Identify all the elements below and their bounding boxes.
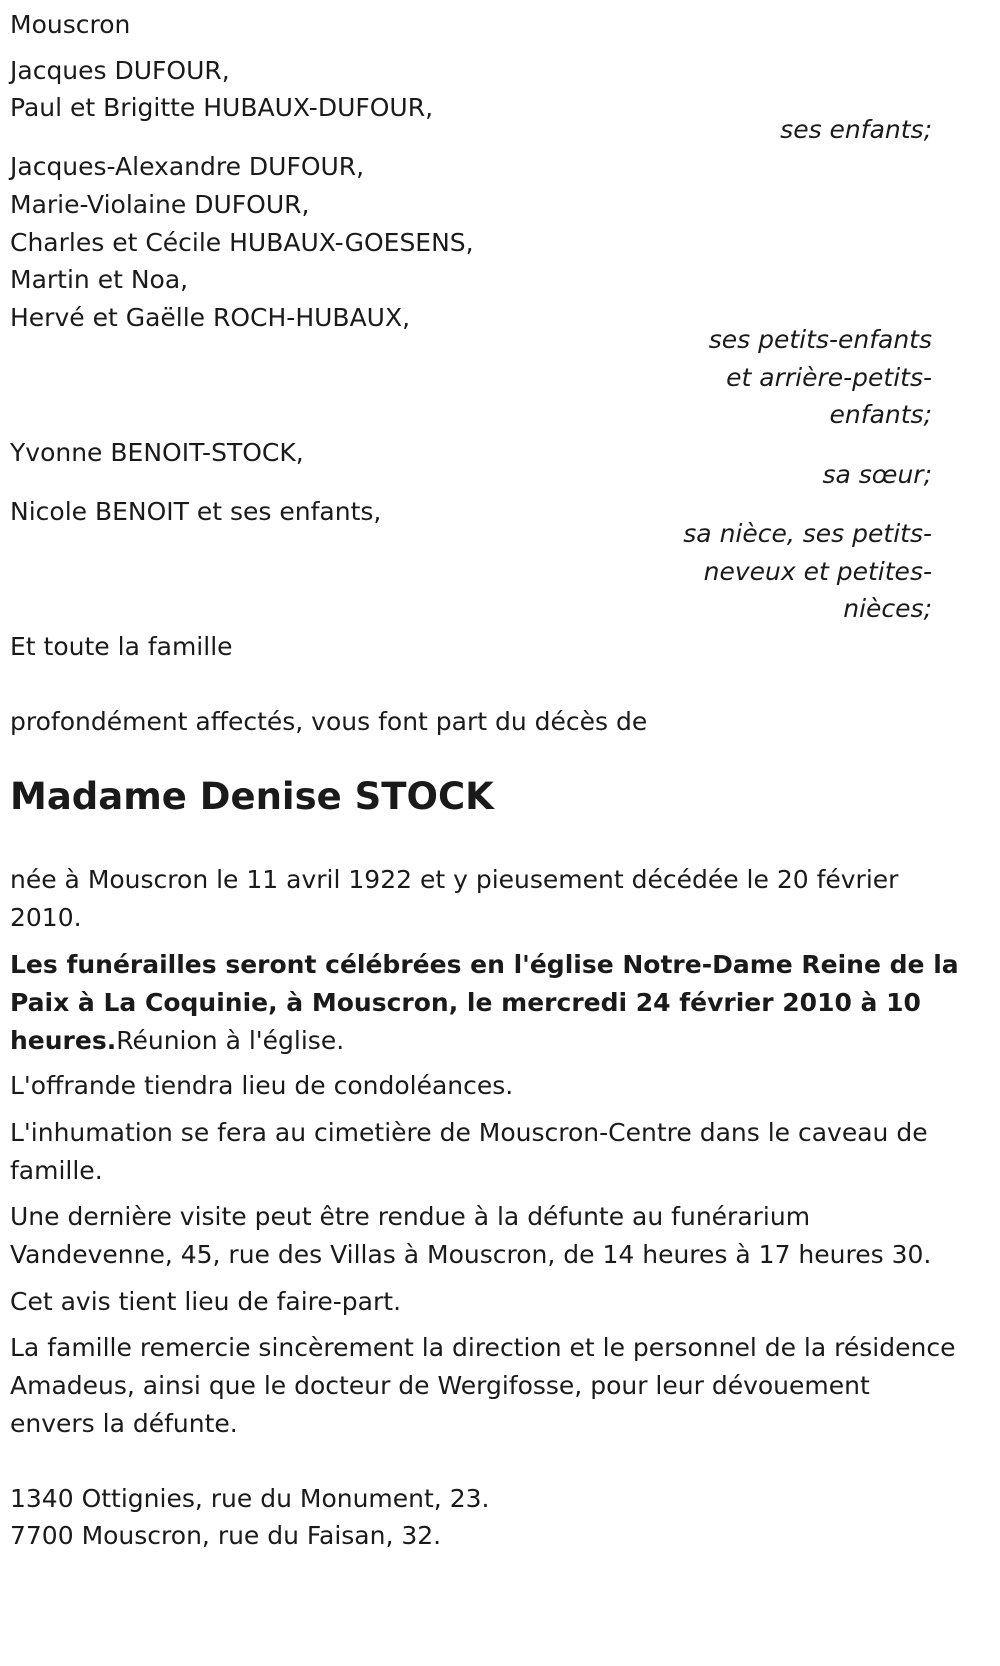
family-member: Jacques-Alexandre DUFOUR, xyxy=(10,152,365,181)
relation-label: sa nièce, ses petits- xyxy=(683,519,932,548)
family-member: Hervé et Gaëlle ROCH-HUBAUX, xyxy=(10,303,411,332)
offering-text: L'offrande tiendra lieu de condoléances. xyxy=(10,1071,514,1100)
funeral-meeting: Réunion à l'église. xyxy=(116,1026,345,1055)
announcement-text: profondément affectés, vous font part du décès de xyxy=(10,707,648,736)
family-member: Jacques DUFOUR, xyxy=(10,56,230,85)
family-member: Paul et Brigitte HUBAUX-DUFOUR, xyxy=(10,93,434,122)
funeral-paragraph xyxy=(10,946,960,1060)
deceased-name: Madame Denise STOCK xyxy=(10,775,494,818)
relation-label: ses enfants; xyxy=(780,115,932,144)
whole-family: Et toute la famille xyxy=(10,632,233,661)
family-member: Marie-Violaine DUFOUR, xyxy=(10,190,310,219)
thanks-text: La famille remercie sincèrement la direction et le personnel de la résidence Amadeus, ainsi que le docteur de Wergifosse, pour leur dévouement envers la défunte. xyxy=(10,1333,956,1438)
city-heading: Mouscron xyxy=(10,10,131,39)
family-member: Martin et Noa, xyxy=(10,265,189,294)
notice-text: Cet avis tient lieu de faire-part. xyxy=(10,1287,402,1316)
relation-label: neveux et petites- xyxy=(703,557,932,586)
birth-death-text: née à Mouscron le 11 avril 1922 et y pieusement décédée le 20 février 2010. xyxy=(10,865,899,932)
visit-text: Une dernière visite peut être rendue à la défunte au funérarium Vandevenne, 45, rue des Villas à Mouscron, de 14 heures à 17 heures 30. xyxy=(10,1202,932,1269)
relation-label: et arrière-petits- xyxy=(726,363,932,392)
family-member: Yvonne BENOIT-STOCK, xyxy=(10,438,304,467)
relation-label: enfants; xyxy=(829,400,932,429)
relation-label: nièces; xyxy=(843,594,932,623)
relation-label: ses petits-enfants xyxy=(708,325,932,354)
burial-text: L'inhumation se fera au cimetière de Mouscron-Centre dans le caveau de famille. xyxy=(10,1118,928,1185)
family-member: Charles et Cécile HUBAUX-GOESENS, xyxy=(10,228,474,257)
funeral-details: Les funérailles seront célébrées en l'église Notre-Dame Reine de la Paix à La Coquinie, à Mouscron, le mercredi 24 février 2010 à 10 heures. xyxy=(10,950,959,1055)
address-line: 7700 Mouscron, rue du Faisan, 32. xyxy=(10,1521,442,1550)
address-line: 1340 Ottignies, rue du Monument, 23. xyxy=(10,1484,490,1513)
relation-label: sa sœur; xyxy=(822,460,932,489)
family-member: Nicole BENOIT et ses enfants, xyxy=(10,497,382,526)
